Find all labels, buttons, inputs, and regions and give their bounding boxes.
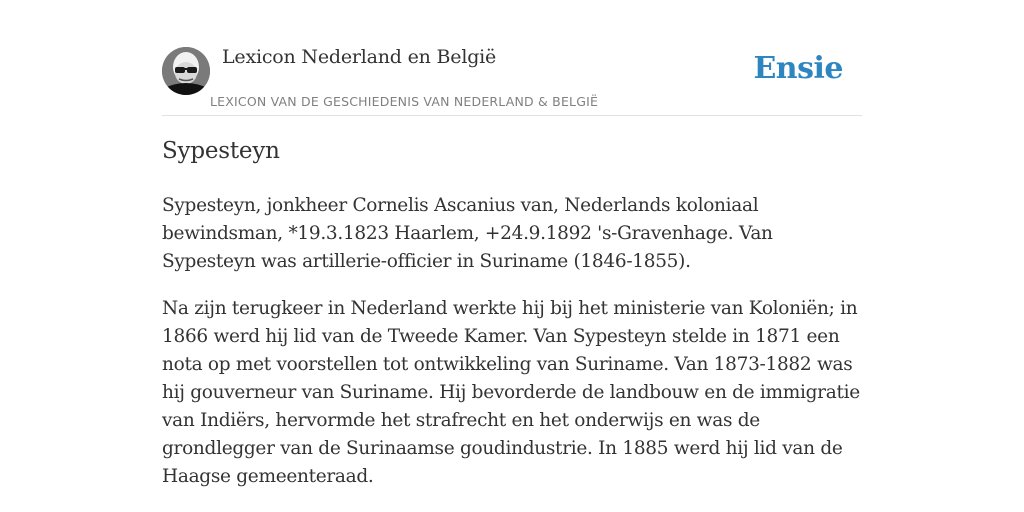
page-title: Sypesteyn (162, 138, 280, 164)
article-paragraph: Na zijn terugkeer in Nederland werkte hij bij het ministerie van Koloniën; in 1866 werd hij lid van de Tweede Kamer. Van Sypesteyn stelde in 1871 een nota op met voorstellen tot ontwikkeling van Suriname. Van 1873-1882 was hij gouverneur van Suriname. Hij bevorderde de landbouw en de immigratie van Indiërs, hervormde het strafrecht en het onderwijs en was de grondlegger van de Surinaamse goudindustrie. In 1885 werd hij lid van de Haagse gemeenteraad. (162, 298, 860, 487)
avatar[interactable] (162, 47, 210, 95)
author-photo-icon (162, 47, 210, 95)
article-paragraph: Sypesteyn, jonkheer Cornelis Ascanius van, Nederlands koloniaal bewindsman, *19.3.1823 Haarlem, +24.9.1892 's-Gravenhage. Van Sypesteyn was artillerie-officier in Suriname (1846-1855). (162, 195, 773, 272)
header (162, 44, 862, 116)
lexicon-subtitle: LEXICON VAN DE GESCHIEDENIS VAN NEDERLAND & BELGIË (210, 94, 599, 109)
author-name[interactable]: Lexicon Nederland en België (222, 46, 497, 68)
ensie-logo[interactable]: Ensie (753, 51, 843, 86)
article-body (162, 192, 862, 510)
